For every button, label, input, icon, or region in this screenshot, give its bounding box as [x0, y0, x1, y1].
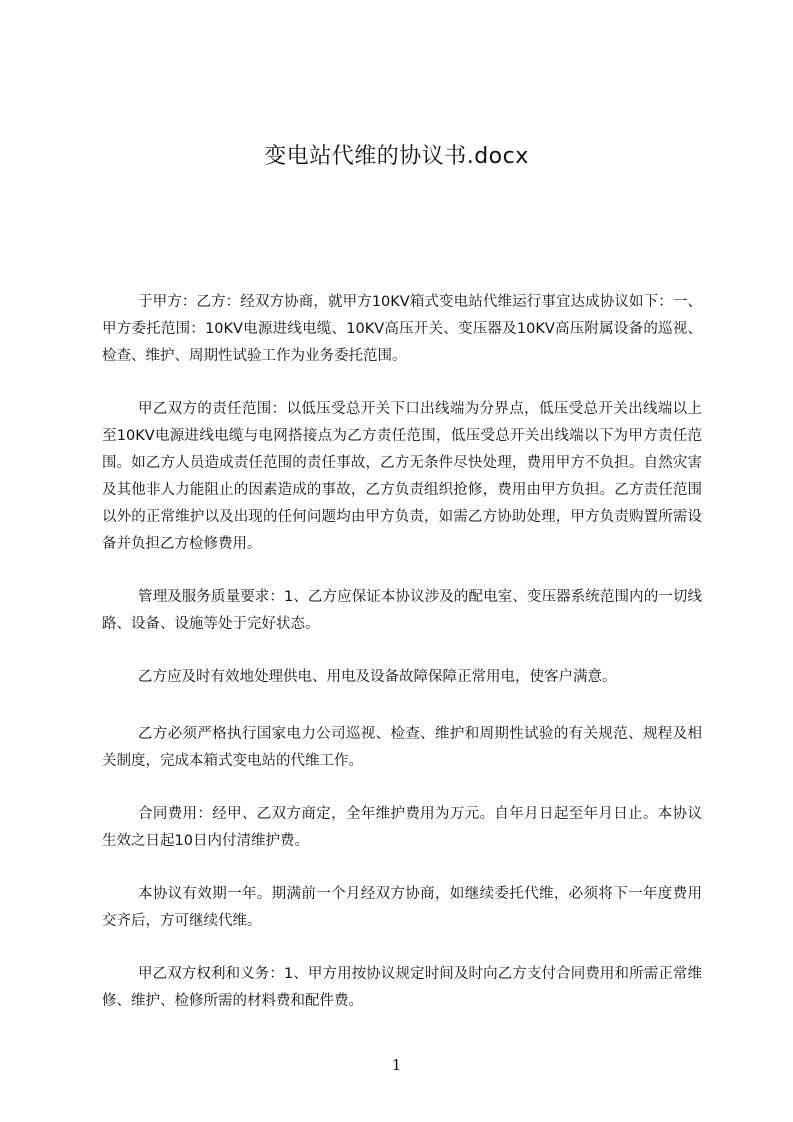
document-title: 变电站代维的协议书.docx — [264, 144, 529, 169]
paragraph-validity: 本协议有效期一年。期满前一个月经双方协商，如继续委托代维，必须将下一年度费用交齐后，方可继续代维。 — [102, 886, 702, 929]
paragraph-rights-obligations: 甲乙双方权利和义务：1、甲方用按协议规定时间及时向乙方支付合同费用和所需正常维修、维护、检修所需的材料费和配件费。 — [102, 966, 702, 1009]
paragraph-quality: 管理及服务质量要求：1、乙方应保证本协议涉及的配电室、变压器系统范围内的一切线路、设备、设施等处于完好状态。 — [102, 589, 702, 632]
document-body — [102, 289, 702, 1041]
paragraph-responsibility: 甲乙双方的责任范围：以低压受总开关下口出线端为分界点，低压受总开关出线端以上至10KV电源进线电缆与电网搭接点为乙方责任范围，低压受总开关出线端以下为甲方责任范围。如乙方人员造成责任范围的责任事故，乙方无条件尽快处理，费用甲方不负担。自然灾害及其他非人力能阻止的因素造成的事故，乙方负责组织抢修，费用由甲方负担。乙方责任范围以外的正常维护以及出现的任何问题均由甲方负责，如需乙方协助处理，甲方负责购置所需设备并负担乙方检修费用。 — [102, 401, 702, 552]
paragraph-regulations: 乙方必须严格执行国家电力公司巡视、检查、维护和周期性试验的有关规范、规程及相关制度，完成本箱式变电站的代维工作。 — [102, 726, 702, 769]
paragraph-fault-handling: 乙方应及时有效地处理供电、用电及设备故障保障正常用电，使客户满意。 — [138, 669, 617, 685]
paragraph-scope: 于甲方：乙方：经双方协商，就甲方10KV箱式变电站代维运行事宜达成协议如下：一、甲方委托范围：10KV电源进线电缆、10KV高压开关、变压器及10KV高压附属设备的巡视、检查、维护、周期性试验工作为业务委托范围。 — [102, 294, 702, 364]
paragraph-fees: 合同费用：经甲、乙双方商定，全年维护费用为万元。自年月日起至年月日止。本协议生效之日起10日内付清维护费。 — [102, 806, 702, 849]
page-number: 1 — [391, 1056, 402, 1074]
